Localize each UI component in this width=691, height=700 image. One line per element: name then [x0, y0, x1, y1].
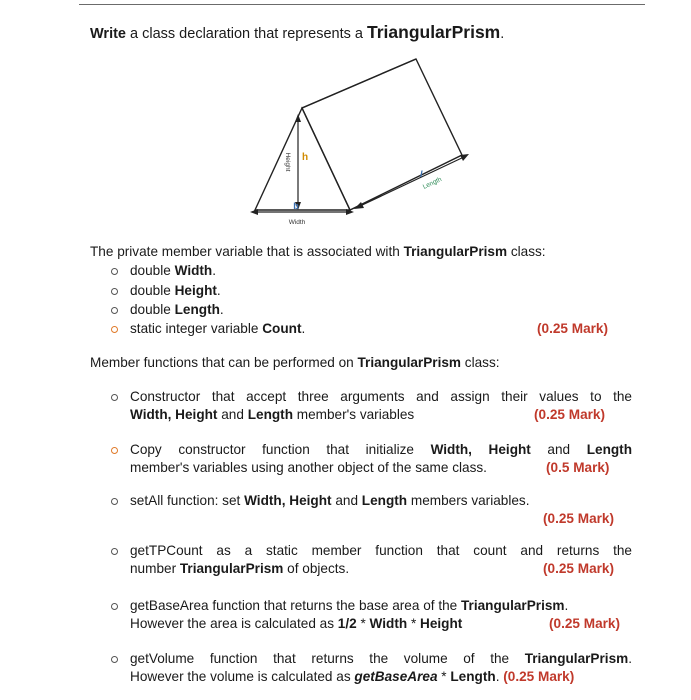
- length-arrow: [358, 156, 466, 207]
- func-getbasearea-line1: getBaseArea function that returns the base area of the TriangularPrism.: [130, 598, 569, 613]
- height-label: Height: [284, 152, 291, 172]
- func-copy-constructor-line2: member's variables using another object of the same class.: [130, 460, 487, 475]
- func-gettpcount-line2: number TriangularPrism of objects.: [130, 561, 350, 576]
- func-constructor-line1: Constructor that accept three arguments and assign their values to the: [130, 389, 632, 404]
- var-count: static integer variable Count.: [130, 321, 306, 336]
- length-label: Length: [421, 176, 443, 191]
- func-getbasearea-line2: However the area is calculated as 1/2 * Width * Height: [130, 616, 463, 631]
- prism-ridge: [302, 59, 416, 108]
- page-title: Write a class declaration that represents a TriangularPrism.: [90, 22, 505, 42]
- h-label: h: [302, 152, 309, 163]
- prism-side-face: [302, 59, 462, 210]
- var-height: double Height.: [130, 283, 221, 298]
- func-getvolume-line2: However the volume is calculated as getBaseArea * Length. (0.25 Mark): [130, 669, 575, 684]
- mark-constructor: (0.25 Mark): [534, 407, 606, 422]
- bullet: [111, 288, 118, 295]
- bullet: [111, 498, 118, 505]
- b-label: b: [293, 201, 299, 211]
- mark-copy-constructor: (0.5 Mark): [546, 460, 610, 475]
- func-getvolume-line1: getVolume function that returns the volume of the TriangularPrism.: [130, 651, 632, 666]
- bullet: [111, 268, 118, 275]
- bullet: [111, 656, 118, 663]
- l-label: l: [420, 169, 423, 179]
- func-copy-constructor-line1: Copy constructor function that initialize Width, Height and Length: [130, 442, 633, 457]
- vars-intro: The private member variable that is associated with TriangularPrism class:: [90, 244, 546, 259]
- top-rule: [79, 4, 645, 5]
- mark-getbasearea: (0.25 Mark): [549, 616, 621, 631]
- bullet: [111, 307, 118, 314]
- bullet: [111, 603, 118, 610]
- mark-getvolume: (0.25 Mark): [503, 669, 575, 684]
- width-arrow-head-left: [250, 209, 258, 215]
- func-gettpcount-line1: getTPCount as a static member function that count and returns the: [130, 543, 632, 558]
- mark-setall: (0.25 Mark): [543, 511, 615, 526]
- var-width: double Width.: [130, 263, 217, 278]
- func-constructor-line2: Width, Height and Length member's variables: [130, 407, 415, 422]
- mark-gettpcount: (0.25 Mark): [543, 561, 615, 576]
- bullet: [111, 394, 118, 401]
- var-length: double Length.: [130, 302, 224, 317]
- length-arrow-head-left: [354, 202, 364, 209]
- mark-count: (0.25 Mark): [537, 321, 609, 336]
- bullet: [111, 548, 118, 555]
- bullet: [111, 447, 118, 454]
- triangular-prism-diagram: [240, 52, 480, 232]
- func-setall-line1: setAll function: set Width, Height and Length members variables.: [130, 493, 530, 508]
- funcs-intro: Member functions that can be performed on TriangularPrism class:: [90, 355, 500, 370]
- bullet: [111, 326, 118, 333]
- height-arrow-head-top: [295, 114, 301, 122]
- length-arrow-head-right: [460, 154, 469, 161]
- width-label: Width: [288, 219, 306, 226]
